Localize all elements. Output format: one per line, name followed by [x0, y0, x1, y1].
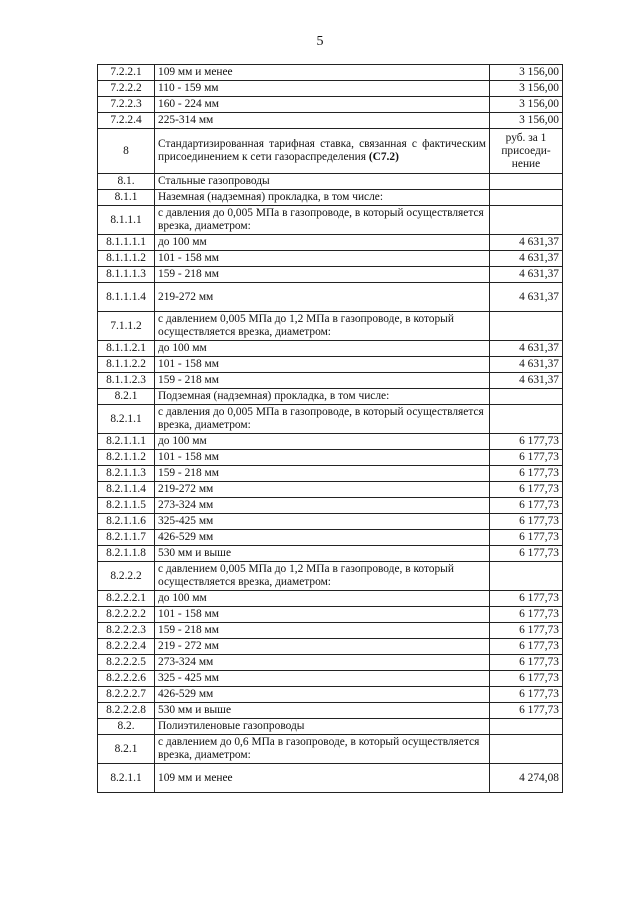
table-row — [98, 283, 563, 312]
row-value: 6 177,73 — [490, 591, 563, 607]
row-description-text: с давлением до 0,6 МПа в газопроводе, в который осуществляется врезка, диаметром: — [158, 736, 480, 761]
table-row — [98, 530, 563, 546]
row-description — [155, 65, 490, 81]
row-value: руб. за 1 присоеди-нение — [490, 129, 563, 174]
row-description — [155, 546, 490, 562]
row-description-text: до 100 мм — [158, 592, 207, 604]
row-value: 4 631,37 — [490, 235, 563, 251]
row-description — [155, 591, 490, 607]
row-description — [155, 267, 490, 283]
row-value: 6 177,73 — [490, 655, 563, 671]
table-row — [98, 591, 563, 607]
row-description — [155, 639, 490, 655]
row-description-text: 530 мм и выше — [158, 704, 231, 716]
table-row — [98, 562, 563, 591]
row-code: 8.2.1.1.2 — [98, 450, 155, 466]
row-description — [155, 129, 490, 174]
row-code: 8.2.2.2.7 — [98, 687, 155, 703]
table-row — [98, 546, 563, 562]
table-row — [98, 735, 563, 764]
row-value — [490, 719, 563, 735]
row-code: 8.2.2.2.1 — [98, 591, 155, 607]
row-code: 8.2.2.2.2 — [98, 607, 155, 623]
row-code: 7.2.2.1 — [98, 65, 155, 81]
row-description — [155, 498, 490, 514]
row-code: 8.1.1.1.3 — [98, 267, 155, 283]
row-value — [490, 174, 563, 190]
row-description-text: 101 - 158 мм — [158, 358, 219, 370]
row-code: 8.1.1.2.1 — [98, 341, 155, 357]
table-row — [98, 65, 563, 81]
table-row — [98, 639, 563, 655]
table-row — [98, 703, 563, 719]
row-code: 8.2.1.1.4 — [98, 482, 155, 498]
row-description-text: 325-425 мм — [158, 515, 214, 527]
row-value: 4 274,08 — [490, 764, 563, 793]
table-row — [98, 341, 563, 357]
row-description — [155, 719, 490, 735]
row-value — [490, 735, 563, 764]
row-description-text: 110 - 159 мм — [158, 82, 219, 94]
row-code: 8.1. — [98, 174, 155, 190]
table-row — [98, 405, 563, 434]
table-row — [98, 434, 563, 450]
table-row — [98, 357, 563, 373]
row-value: 6 177,73 — [490, 546, 563, 562]
row-value: 3 156,00 — [490, 81, 563, 97]
row-value: 6 177,73 — [490, 514, 563, 530]
table-row — [98, 655, 563, 671]
row-description-text: до 100 мм — [158, 435, 207, 447]
row-code: 7.2.2.2 — [98, 81, 155, 97]
row-code: 8.1.1.2.2 — [98, 357, 155, 373]
row-description — [155, 687, 490, 703]
row-description-text: Наземная (надземная) прокладка, в том числе: — [158, 191, 383, 203]
row-description — [155, 389, 490, 405]
row-description-text: 109 мм и менее — [158, 66, 233, 78]
table-row — [98, 373, 563, 389]
row-description-text: 219-272 мм — [158, 290, 214, 303]
row-code: 8.1.1.2.3 — [98, 373, 155, 389]
row-value: 6 177,73 — [490, 671, 563, 687]
row-description-text: 273-324 мм — [158, 499, 214, 511]
row-description — [155, 655, 490, 671]
row-description — [155, 190, 490, 206]
row-description-text: до 100 мм — [158, 342, 207, 354]
row-code: 8.1.1 — [98, 190, 155, 206]
row-description-text: 159 - 218 мм — [158, 268, 219, 280]
table-row — [98, 97, 563, 113]
row-value: 4 631,37 — [490, 251, 563, 267]
row-description — [155, 251, 490, 267]
row-code: 8.2.1.1 — [98, 405, 155, 434]
row-value: 6 177,73 — [490, 434, 563, 450]
row-code: 8.2.1.1 — [98, 764, 155, 793]
row-description — [155, 607, 490, 623]
row-description — [155, 514, 490, 530]
table-row — [98, 764, 563, 793]
row-description-text: 225-314 мм — [158, 114, 214, 126]
row-description — [155, 97, 490, 113]
row-code: 8.2.1.1.1 — [98, 434, 155, 450]
row-description-text: с давления до 0,005 МПа в газопроводе, в который осуществляется врезка, диаметром: — [158, 406, 484, 431]
row-description-text: 160 - 224 мм — [158, 98, 219, 110]
row-description-text: с давлением 0,005 МПа до 1,2 МПа в газопроводе, в который осуществляется врезка, диаметром: — [158, 563, 454, 588]
row-value: 6 177,73 — [490, 703, 563, 719]
row-description-text: Стандартизированная тарифная ставка, связанная с фактическим присоединением к сети газораспределения — [158, 138, 486, 163]
tariff-table — [97, 64, 563, 793]
row-description — [155, 764, 490, 793]
table-row — [98, 671, 563, 687]
table-row — [98, 312, 563, 341]
row-value: 6 177,73 — [490, 482, 563, 498]
row-description-text: 426-529 мм — [158, 688, 214, 700]
table-row — [98, 235, 563, 251]
row-description — [155, 235, 490, 251]
row-description-text: 273-324 мм — [158, 656, 214, 668]
table-row — [98, 623, 563, 639]
row-description-text: 219-272 мм — [158, 483, 214, 495]
table-row — [98, 687, 563, 703]
table-row — [98, 81, 563, 97]
row-description — [155, 671, 490, 687]
row-code: 8.1.1.1.4 — [98, 283, 155, 312]
row-code: 8.2.1 — [98, 389, 155, 405]
row-description — [155, 562, 490, 591]
row-value: 6 177,73 — [490, 607, 563, 623]
row-value: 6 177,73 — [490, 466, 563, 482]
row-description-text: 101 - 158 мм — [158, 252, 219, 264]
row-code: 8.2. — [98, 719, 155, 735]
row-description — [155, 735, 490, 764]
table-row — [98, 190, 563, 206]
row-description-text: 159 - 218 мм — [158, 624, 219, 636]
table-row — [98, 267, 563, 283]
row-value — [490, 405, 563, 434]
row-code: 8.2.2.2 — [98, 562, 155, 591]
row-value: 3 156,00 — [490, 113, 563, 129]
row-description-text: с давлением 0,005 МПа до 1,2 МПа в газопроводе, в который осуществляется врезка, диаметром: — [158, 313, 454, 338]
row-description-formula: (С7.2) — [368, 151, 399, 163]
row-code: 8.2.2.2.3 — [98, 623, 155, 639]
row-code: 8.2.2.2.6 — [98, 671, 155, 687]
table-row — [98, 174, 563, 190]
row-description-text: 426-529 мм — [158, 531, 214, 543]
table-row — [98, 450, 563, 466]
row-description — [155, 206, 490, 235]
row-description — [155, 283, 490, 312]
row-description — [155, 703, 490, 719]
table-row — [98, 482, 563, 498]
row-value: 6 177,73 — [490, 639, 563, 655]
row-description-text: 109 мм и менее — [158, 771, 233, 784]
row-description — [155, 174, 490, 190]
table-row — [98, 251, 563, 267]
row-code: 8.2.1.1.3 — [98, 466, 155, 482]
row-description-text: 101 - 158 мм — [158, 608, 219, 620]
row-code: 8.1.1.1 — [98, 206, 155, 235]
row-description-text: 530 мм и выше — [158, 547, 231, 559]
table-row — [98, 466, 563, 482]
row-value — [490, 562, 563, 591]
row-description — [155, 482, 490, 498]
row-code: 7.2.2.4 — [98, 113, 155, 129]
row-value — [490, 389, 563, 405]
row-value: 6 177,73 — [490, 530, 563, 546]
row-value: 6 177,73 — [490, 498, 563, 514]
table-row — [98, 719, 563, 735]
row-value: 6 177,73 — [490, 623, 563, 639]
row-description — [155, 530, 490, 546]
table-row — [98, 206, 563, 235]
row-code: 8.2.1.1.8 — [98, 546, 155, 562]
row-value: 4 631,37 — [490, 373, 563, 389]
row-code: 8.2.1.1.6 — [98, 514, 155, 530]
row-code: 8.2.1 — [98, 735, 155, 764]
table-row — [98, 389, 563, 405]
row-value: 4 631,37 — [490, 341, 563, 357]
row-code: 8.1.1.1.2 — [98, 251, 155, 267]
row-value: 6 177,73 — [490, 687, 563, 703]
row-code: 7.2.2.3 — [98, 97, 155, 113]
row-description-text: Подземная (надземная) прокладка, в том числе: — [158, 390, 390, 402]
row-code: 8.2.2.2.8 — [98, 703, 155, 719]
table-row — [98, 113, 563, 129]
row-code: 7.1.1.2 — [98, 312, 155, 341]
row-description-text: до 100 мм — [158, 236, 207, 248]
row-value — [490, 206, 563, 235]
table-row — [98, 607, 563, 623]
row-description-text: с давления до 0,005 МПа в газопроводе, в который осуществляется врезка, диаметром: — [158, 207, 484, 232]
row-value: 4 631,37 — [490, 357, 563, 373]
row-code: 8.2.1.1.7 — [98, 530, 155, 546]
table-row — [98, 129, 563, 174]
row-code: 8.1.1.1.1 — [98, 235, 155, 251]
row-description-text: Стальные газопроводы — [158, 175, 270, 187]
row-description-text: 101 - 158 мм — [158, 451, 219, 463]
row-description — [155, 434, 490, 450]
row-description-text: Полиэтиленовые газопроводы — [158, 720, 305, 732]
row-description-text: 159 - 218 мм — [158, 374, 219, 386]
row-description — [155, 623, 490, 639]
row-value: 6 177,73 — [490, 450, 563, 466]
row-description — [155, 405, 490, 434]
row-description — [155, 373, 490, 389]
row-value: 3 156,00 — [490, 65, 563, 81]
row-code: 8 — [98, 129, 155, 174]
row-code: 8.2.2.2.5 — [98, 655, 155, 671]
page-number: 5 — [316, 34, 324, 49]
row-description — [155, 81, 490, 97]
row-description — [155, 357, 490, 373]
row-value — [490, 312, 563, 341]
tariff-table-body — [98, 65, 563, 793]
row-description — [155, 312, 490, 341]
row-value: 3 156,00 — [490, 97, 563, 113]
row-value — [490, 190, 563, 206]
row-description-text: 159 - 218 мм — [158, 467, 219, 479]
row-code: 8.2.2.2.4 — [98, 639, 155, 655]
row-description — [155, 466, 490, 482]
table-row — [98, 514, 563, 530]
row-code: 8.2.1.1.5 — [98, 498, 155, 514]
table-row — [98, 498, 563, 514]
row-description-text: 219 - 272 мм — [158, 640, 219, 652]
row-description — [155, 341, 490, 357]
row-value: 4 631,37 — [490, 267, 563, 283]
row-description — [155, 113, 490, 129]
row-description-text: 325 - 425 мм — [158, 672, 219, 684]
row-description — [155, 450, 490, 466]
row-value: 4 631,37 — [490, 283, 563, 312]
